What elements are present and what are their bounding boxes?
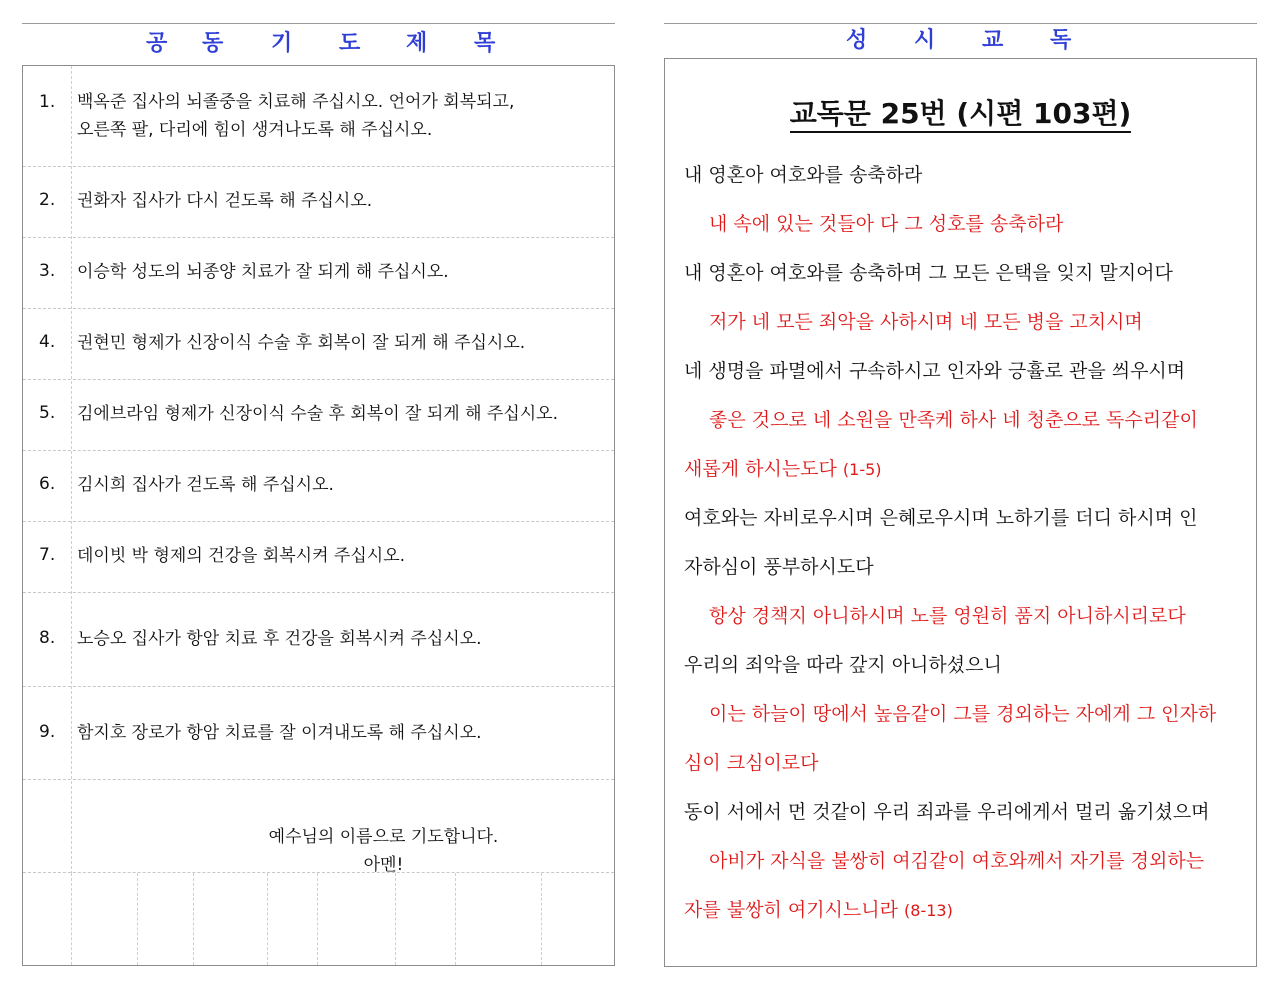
reading-line-response-cont: 심이 크심이로다: [684, 752, 819, 774]
reading-line-leader: 동이 서에서 먼 것같이 우리 죄과를 우리에게서 멀리 옮기셨으며: [684, 801, 1210, 823]
reading-line-leader: 우리의 죄악을 따라 갚지 아니하셨으니: [684, 654, 1002, 676]
left-title-char: 공: [146, 31, 168, 56]
left-title-char: 제: [406, 31, 428, 56]
prayer-item: [23, 522, 614, 593]
prayer-item: [23, 593, 614, 687]
prayer-item-number: 1.: [39, 92, 56, 112]
prayer-item-text: 김에브라임 형제가 신장이식 수술 후 회복이 잘 되게 해 주십시오.: [77, 404, 559, 424]
reading-line-leader: 네 생명을 파멸에서 구속하시고 인자와 긍휼로 관을 씌우시며: [684, 360, 1186, 382]
prayer-item-text: 이승학 성도의 뇌종양 치료가 잘 되게 해 주십시오.: [77, 262, 449, 282]
right-title-char: 독: [1050, 28, 1072, 53]
prayer-item-text: 김시희 집사가 걷도록 해 주십시오.: [77, 475, 334, 495]
reading-line-leader-cont: 자하심이 풍부하시도다: [684, 556, 874, 578]
right-title-char: 성: [846, 28, 868, 53]
grid-divider: [137, 873, 138, 965]
grid-divider: [541, 873, 542, 965]
reading-line-text: 새롭게 하시는도다: [684, 458, 837, 480]
prayer-item-number: 6.: [39, 474, 56, 494]
prayer-item-text: 함지호 장로가 항암 치료를 잘 이겨내도록 해 주십시오.: [77, 723, 482, 743]
right-title-char: 교: [982, 28, 1004, 53]
prayer-item-text: 노승오 집사가 항암 치료 후 건강을 회복시켜 주십시오.: [77, 629, 482, 649]
reading-line-response: 저가 네 모든 죄악을 사하시며 네 모든 병을 고치시며: [709, 311, 1143, 333]
prayer-item-number: 4.: [39, 332, 56, 352]
prayer-item-text: 권화자 집사가 다시 걷도록 해 주십시오.: [77, 191, 373, 211]
grid-divider: [455, 873, 456, 965]
reading-title-text: 교독문 25번 (시편 103편): [790, 97, 1132, 133]
grid-divider: [71, 873, 72, 965]
prayer-item-number: 9.: [39, 722, 56, 742]
left-section-title: [22, 26, 615, 54]
left-title-char: 목: [474, 31, 496, 56]
prayer-item-text: 데이빗 박 형제의 건강을 회복시켜 주십시오.: [77, 546, 406, 566]
reading-line-response: 항상 경책지 아니하시며 노를 영원히 품지 아니하시리로다: [709, 605, 1186, 627]
prayer-list-panel: [22, 65, 615, 966]
bottom-grid: [23, 872, 614, 965]
reading-line-response-cont: [684, 445, 1248, 494]
reading-line-response: 내 속에 있는 것들아 다 그 성호를 송축하라: [709, 213, 1064, 235]
prayer-item: [23, 687, 614, 780]
reading-line-leader: 내 영혼아 여호와를 송축하라: [684, 164, 923, 186]
prayer-item: [23, 451, 614, 522]
closing-amen: 아멘!: [363, 855, 404, 875]
left-title-char: 동: [202, 31, 224, 56]
verse-reference: (8-13): [904, 901, 953, 920]
left-title-char: 기: [271, 31, 293, 56]
prayer-item: [23, 238, 614, 309]
grid-divider: [267, 873, 268, 965]
grid-divider: [395, 873, 396, 965]
prayer-item: [23, 380, 614, 451]
grid-divider: [317, 873, 318, 965]
prayer-item: [23, 66, 614, 167]
reading-line-leader: 내 영혼아 여호와를 송축하며 그 모든 은택을 잊지 말지어다: [684, 262, 1173, 284]
responsive-reading-panel: [664, 58, 1257, 967]
reading-line-leader: 여호와는 자비로우시며 은혜로우시며 노하기를 더디 하시며 인: [684, 507, 1198, 529]
prayer-item-text: 백옥준 집사의 뇌졸중을 치료해 주십시오. 언어가 회복되고, 오른쪽 팔, 다리에 힘이 생겨나도록 해 주십시오.: [77, 92, 515, 140]
prayer-item-number: 3.: [39, 261, 56, 281]
reading-line-response: 좋은 것으로 네 소원을 만족케 하사 네 청춘으로 독수리같이: [709, 409, 1198, 431]
verse-reference: (1-5): [842, 460, 882, 479]
prayer-item-number: 5.: [39, 403, 56, 423]
right-title-char: 시: [914, 28, 936, 53]
prayer-item-number: 8.: [39, 628, 56, 648]
reading-line-text: 자를 불쌍히 여기시느니라: [684, 899, 898, 921]
prayer-item-text: 권현민 형제가 신장이식 수술 후 회복이 잘 되게 해 주십시오.: [77, 333, 526, 353]
prayer-item: [23, 309, 614, 380]
right-section-title: [664, 23, 1257, 51]
reading-line-response-cont: [684, 886, 1248, 935]
reading-line-response: 이는 하늘이 땅에서 높음같이 그를 경외하는 자에게 그 인자하: [709, 703, 1217, 725]
grid-divider: [193, 873, 194, 965]
closing-prayer: [153, 823, 614, 879]
left-title-rule: [22, 23, 615, 24]
reading-line-response: 아비가 자식을 불쌍히 여김같이 여호와께서 자기를 경외하는: [709, 850, 1205, 872]
prayer-item: [23, 167, 614, 238]
left-title-char: 도: [339, 31, 361, 56]
closing-line: 예수님의 이름으로 기도합니다.: [268, 827, 499, 847]
prayer-item-number: 7.: [39, 545, 56, 565]
prayer-item-number: 2.: [39, 190, 56, 210]
reading-title: [665, 92, 1256, 132]
